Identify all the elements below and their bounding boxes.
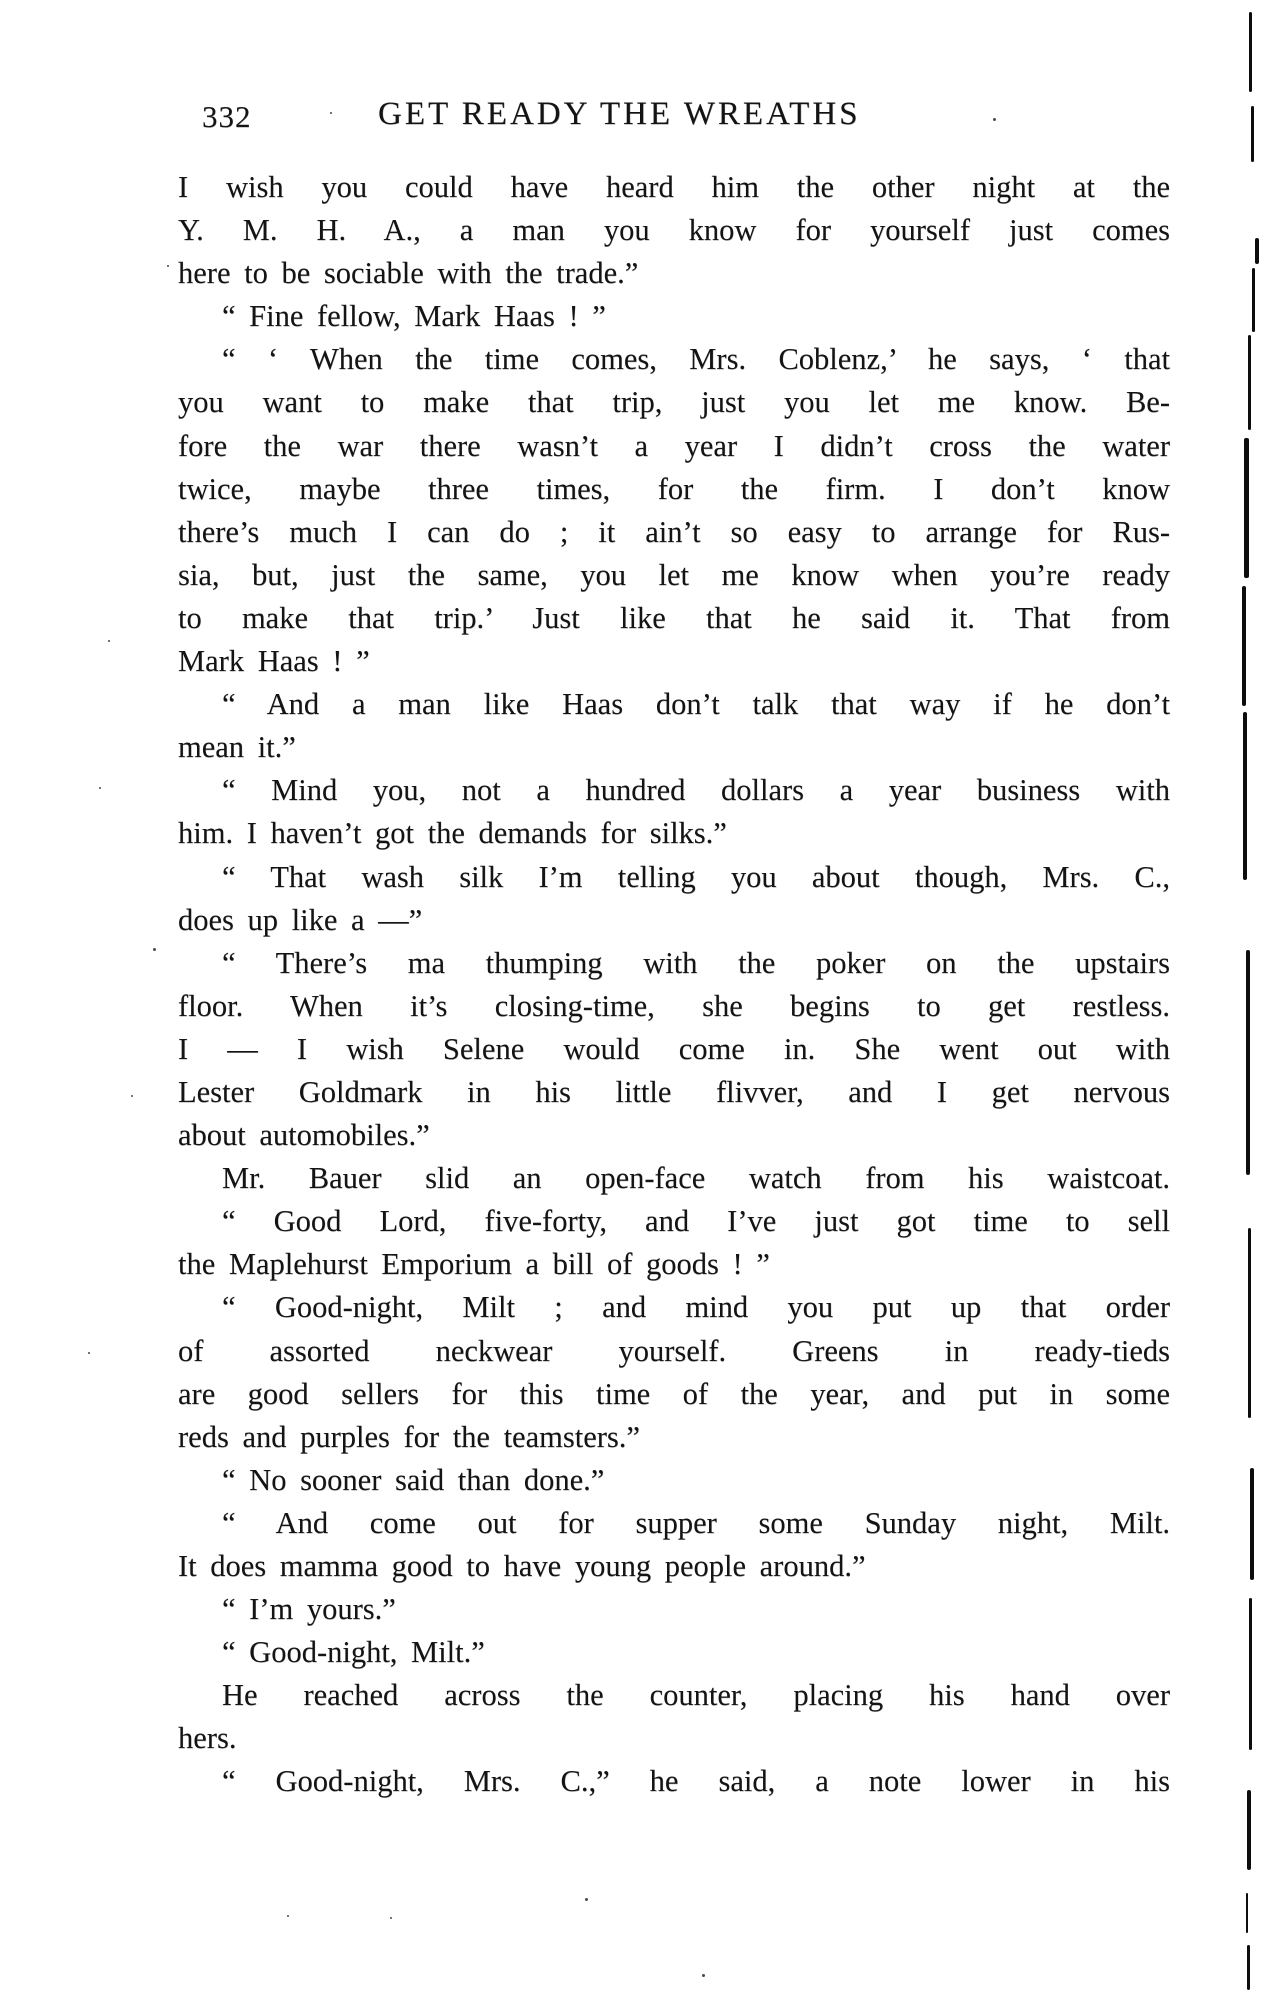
text-line: here to be sociable with the trade.” — [178, 256, 639, 291]
text-line: He reached across the counter, placing his hand over — [222, 1678, 1170, 1713]
page-edge-scan-line — [1249, 12, 1252, 92]
text-line: are good sellers for this time of the year, and put in some — [178, 1376, 1170, 1411]
text-line: does up like a —” — [178, 902, 423, 937]
text-line: reds and purples for the teamsters.” — [178, 1419, 640, 1454]
text-line: “ And come out for supper some Sunday night, Milt. — [222, 1505, 1170, 1540]
text-line: Mr. Bauer slid an open-face watch from his waistcoat. — [222, 1161, 1170, 1196]
scan-speck — [131, 1095, 133, 1097]
text-line: “ Good-night, Mrs. C.,” he said, a note lower in his — [222, 1764, 1170, 1799]
text-line: mean it.” — [178, 730, 296, 765]
scan-speck — [993, 118, 996, 121]
page-edge-scan-line — [1246, 950, 1250, 1175]
text-line: “ Good-night, Milt.” — [222, 1635, 485, 1670]
text-line: “ I’m yours.” — [222, 1592, 396, 1627]
text-line: twice, maybe three times, for the firm. I don’t know — [178, 471, 1170, 506]
scan-speck — [585, 1898, 588, 1901]
text-line: you want to make that trip, just you let me know. Be- — [178, 385, 1170, 420]
page-edge-scan-line — [1243, 712, 1247, 880]
text-line: Y. M. H. A., a man you know for yourself just comes — [178, 213, 1170, 248]
scan-speck — [108, 640, 110, 642]
scan-speck — [702, 1974, 705, 1977]
page-edge-scan-line — [1252, 268, 1255, 332]
text-line: Lester Goldmark in his little flivver, and I get nervous — [178, 1074, 1170, 1109]
text-line: I wish you could have heard him the other night at the — [178, 170, 1170, 204]
scan-speck — [153, 948, 156, 951]
text-line: floor. When it’s closing-time, she begins to get restless. — [178, 988, 1170, 1023]
page-edge-scan-line — [1244, 438, 1249, 578]
text-line: It does mamma good to have young people around.” — [178, 1549, 866, 1583]
running-header-title: GET READY THE WREATHS — [378, 96, 861, 132]
text-line: about automobiles.” — [178, 1118, 430, 1153]
scan-speck — [167, 265, 169, 267]
text-line: “ No sooner said than done.” — [222, 1462, 605, 1497]
page-edge-scan-line — [1255, 238, 1259, 264]
text-line: him. I haven’t got the demands for silks.” — [178, 816, 727, 851]
page-edge-scan-line — [1248, 1228, 1251, 1418]
page-edge-scan-line — [1246, 1893, 1248, 1933]
text-line: “ There’s ma thumping with the poker on the upstairs — [222, 945, 1170, 980]
scan-speck — [287, 1915, 289, 1917]
scan-speck — [330, 112, 332, 114]
page-edge-scan-line — [1251, 106, 1254, 162]
text-line: hers. — [178, 1721, 237, 1756]
text-line: the Maplehurst Emporium a bill of goods ! ” — [178, 1247, 770, 1282]
text-line: I — I wish Selene would come in. She went out with — [178, 1031, 1170, 1066]
page-edge-scan-line — [1242, 586, 1246, 706]
page-edge-scan-line — [1247, 1790, 1251, 1870]
text-line: “ Mind you, not a hundred dollars a year business with — [222, 773, 1170, 808]
text-line: to make that trip.’ Just like that he said it. That from — [178, 600, 1170, 635]
page-edge-scan-line — [1248, 335, 1251, 430]
text-line: Mark Haas ! ” — [178, 644, 370, 679]
text-line: sia, but, just the same, you let me know when you’re ready — [178, 557, 1170, 592]
scan-speck — [99, 787, 101, 789]
text-line: “ Fine fellow, Mark Haas ! ” — [222, 299, 606, 334]
scan-speck — [390, 1917, 392, 1919]
text-line: “ That wash silk I’m telling you about though, Mrs. C., — [222, 859, 1170, 894]
text-line: “ And a man like Haas don’t talk that way if he don’t — [222, 687, 1170, 722]
text-line: “ ‘ When the time comes, Mrs. Coblenz,’ he says, ‘ that — [222, 342, 1170, 377]
page-edge-scan-line — [1247, 1945, 1250, 1990]
text-line: fore the war there wasn’t a year I didn’t cross the water — [178, 428, 1170, 463]
page-edge-scan-line — [1249, 1598, 1252, 1750]
page-number: 332 — [202, 99, 252, 134]
text-line: “ Good Lord, five-forty, and I’ve just got time to sell — [222, 1204, 1170, 1239]
text-line: of assorted neckwear yourself. Greens in ready-tieds — [178, 1333, 1170, 1368]
body-text-block — [178, 166, 1170, 1804]
text-line: “ Good-night, Milt ; and mind you put up that order — [222, 1290, 1170, 1325]
text-line: there’s much I can do ; it ain’t so easy to arrange for Rus- — [178, 514, 1170, 549]
scan-speck — [88, 1352, 90, 1354]
page-edge-scan-line — [1250, 1468, 1254, 1580]
